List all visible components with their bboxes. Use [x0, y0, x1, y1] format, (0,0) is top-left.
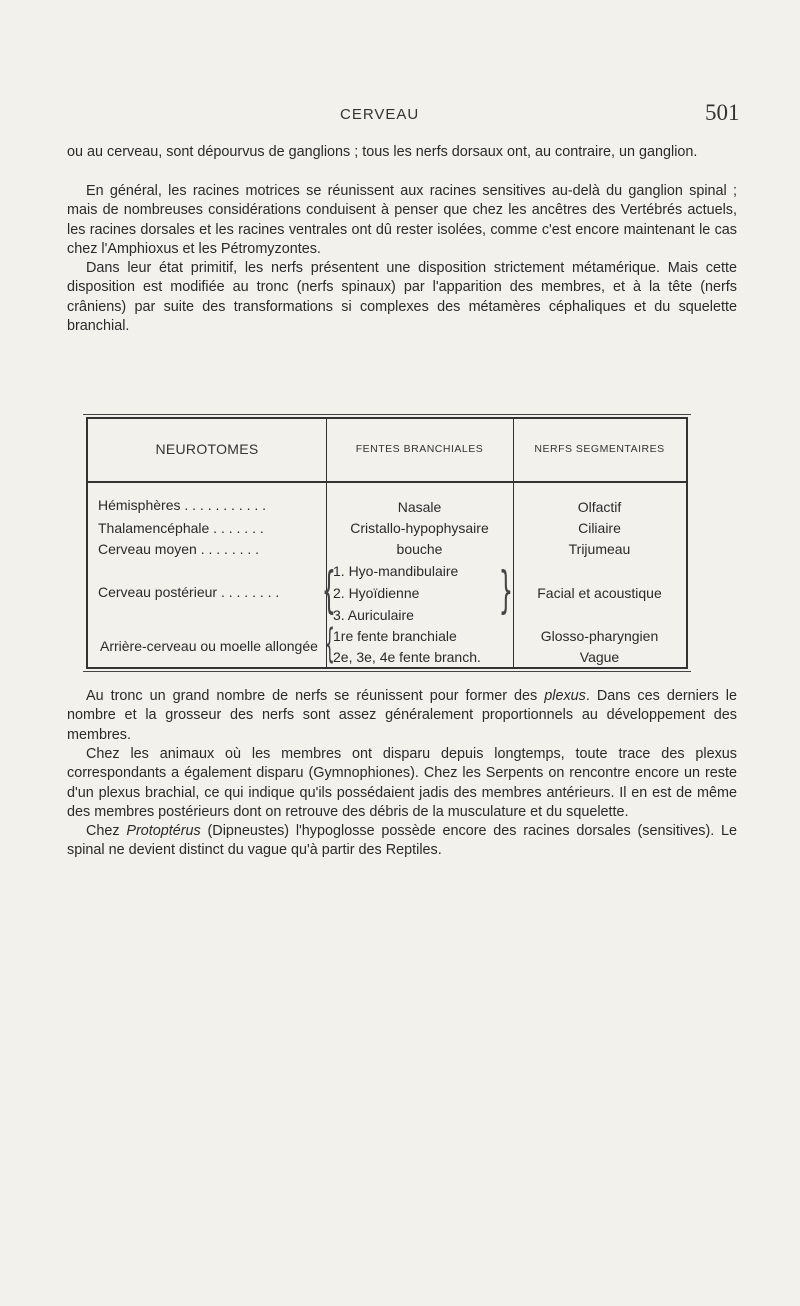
paragraph-6-text: (Dipneustes) l'hypoglosse possède encore des racines dorsales (sensitives). Le spinal ne devient distinct du vague qu'à partir des Reptiles. [67, 823, 738, 859]
table-cell-nerf: Ciliaire [578, 520, 621, 536]
table-cell-fente: 2. Hyoïdienne [333, 585, 420, 601]
table-cell-fente: bouche [396, 541, 443, 557]
left-brace-icon: { [321, 561, 337, 619]
page-header [0, 100, 800, 130]
paragraph-6 [67, 822, 737, 861]
table-cell-neurotome: Hémisphères . . . . . . . . . . . [98, 497, 267, 513]
table-cell-fente: 3. Auriculaire [333, 607, 414, 623]
paragraph-4 [67, 687, 737, 745]
page-number: 501 [705, 100, 740, 125]
paragraph-2: En général, les racines motrices se réunissent aux racines sensitives au-delà du ganglion spinal ; mais de nombreuses considérations conduisent à penser que chez les ancêtres des Vertébrés actuels, les racines dorsales et les racines ventrales ont dû rester isolées, comme c'est encore maintenant le cas chez l'Amphioxus et les Pétromyzontes. [67, 183, 737, 257]
table-cell-fente: 1re fente branchiale [333, 628, 457, 644]
table-cell-fente: 1. Hyo-mandibulaire [333, 563, 459, 579]
paragraph-1: ou au cerveau, sont dépourvus de ganglions ; tous les nerfs dorsaux ont, au contraire, un ganglion. [67, 144, 698, 160]
table-cell-neurotome: Arrière-cerveau ou moelle allongée [100, 638, 318, 654]
left-brace-icon: { [324, 621, 335, 667]
table-cell-nerf: Olfactif [577, 499, 622, 515]
table-cell-neurotome: Cerveau moyen . . . . . . . . [98, 541, 260, 557]
table-cell-fente: 2e, 3e, 4e fente branch. [333, 649, 481, 665]
paragraph-4-text: . Dans ces derniers le nombre et la grosseur des nerfs sont assez généralement proportionnels au développement des membres. [67, 688, 737, 743]
paragraph-4-emphasis: plexus [544, 688, 586, 704]
paragraph-6-text: Chez [86, 823, 127, 839]
table-cell-neurotome: Thalamencéphale . . . . . . . [98, 520, 264, 536]
right-brace-icon: } [498, 561, 514, 619]
table-cell-nerf: Vague [579, 649, 620, 665]
header-fentes: FENTES BRANCHIALES [355, 443, 484, 455]
table-cell-neurotome: Cerveau postérieur . . . . . . . . [98, 584, 280, 600]
neurotomes-table [86, 417, 688, 669]
table-cell-nerf: Facial et acoustique [537, 585, 662, 601]
header-neurotomes: NEUROTOMES [155, 441, 259, 457]
header-nerfs: NERFS SEGMENTAIRES [534, 443, 665, 455]
paragraph-3: Dans leur état primitif, les nerfs présentent une disposition strictement métamérique. Mais cette disposition est modifiée au tronc (nerfs spinaux) par l'apparition des membres, et à la tête (nerfs crâniens) par suite des transformations si complexes des métamères céphaliques et du squelette branchial. [67, 260, 737, 334]
table-header-rule [88, 481, 686, 483]
table-cell-fente: Cristallo-hypophysaire [350, 520, 489, 536]
paragraph-5: Chez les animaux où les membres ont disparu depuis longtemps, toute trace des plexus correspondants a également disparu (Gymnophiones). Chez les Serpents on rencontre encore un reste d'un plexus brachial, ce qui indique qu'ils possédaient jadis des membres antérieurs. Il en est de même des membres postérieurs dont on retrouve des débris de la musculature et du squelette. [67, 746, 737, 820]
table-cell-nerf: Glosso-pharyngien [540, 628, 659, 644]
paragraph-6-emphasis: Protoptérus [126, 823, 201, 839]
table-cell-fente: Nasale [397, 499, 442, 515]
paragraph-4-text: Au tronc un grand nombre de nerfs se réunissent pour former des [86, 688, 545, 704]
running-title: CERVEAU [340, 106, 420, 123]
table-cell-nerf: Trijumeau [568, 541, 631, 557]
